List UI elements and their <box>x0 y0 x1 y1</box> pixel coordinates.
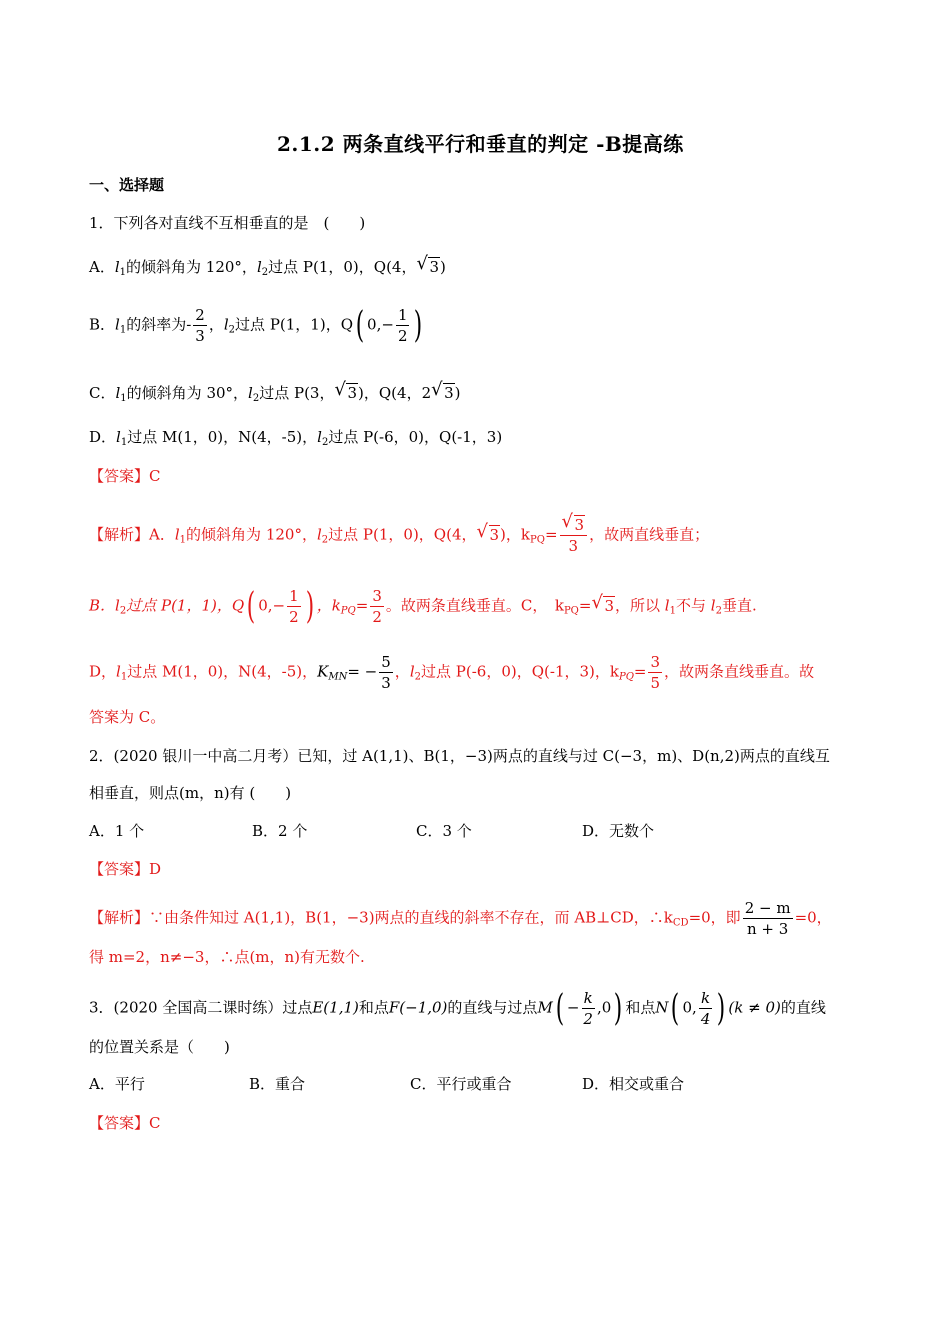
q1-option-b: B．$l_1$的斜率为- $\frac{2}{3}$ ，$l_2$过点 P(1，1)，Q( 0,− $\frac{1}{2}$ ) <box>89 304 423 346</box>
sqrt-symbol: √ 3 <box>476 520 500 544</box>
q1-explanation-1: 【解析】A．$l_1$的倾斜角为 120°，$l_2$过点 P(1，0)，Q(4， √ 3)，$k_{PQ}=$ √ 3 3 ，故两直线垂直； <box>89 511 710 555</box>
q2-option-c: C．3 个 <box>416 822 472 840</box>
section-heading: 一、选择题 <box>89 176 165 194</box>
q2-explanation-2: 得 m=2，n≠−3，∴点(m，n)有无数个. <box>89 948 365 966</box>
fraction: $\frac{k}{2}$ <box>583 989 593 1028</box>
q2-option-b: B．2 个 <box>252 822 308 840</box>
q1-option-d: D．$l_1$过点 M(1，0)，N(4，-5)，$l_2$过点 P(-6，0)，Q(-1，3) <box>89 428 503 448</box>
fraction: $\frac{3}{5}$ <box>650 653 661 692</box>
q2-answer: 【答案】D <box>89 860 162 878</box>
q2-option-a: A．1 个 <box>89 822 145 840</box>
q3-option-a: A．平行 <box>89 1075 145 1093</box>
q1-explanation-2: B．$l_2$过点 P(1，1)，Q( 0,− $\frac{1}{2}$ ) ，$k_{PQ}=$ $\frac{3}{2}$ 。故两条直线垂直。C， $k_{PQ}=$ √ 3，所以 $l_1$不与 $l_2$垂直. <box>89 585 757 627</box>
sqrt-symbol: √ 3 <box>416 253 440 276</box>
q3-answer: 【答案】C <box>89 1114 161 1132</box>
q1-explanation-3: D，$l_1$过点 M(1，0)，N(4，-5)，$K_{MN}=$ − $\frac{5}{3}$ ，$l_2$过点 P(-6，0)，Q(-1，3)，$k_{PQ}=$ $\frac{3}{5}$ ，故两条直线垂直。故 <box>89 653 815 692</box>
sqrt-symbol: √ 3 <box>334 379 358 402</box>
fraction: $\frac{k}{4}$ <box>700 989 711 1028</box>
fraction: $\frac{5}{3}$ <box>381 653 391 692</box>
sqrt-symbol: √ 3 <box>431 379 454 402</box>
page-title: 2.1.2 两条直线平行和垂直的判定 -B提高练 <box>277 132 684 156</box>
q2-stem-1: 2．(2020 银川一中高二月考）已知，过 A(1,1)、B(1，−3)两点的直线与过 C(−3，m)、D(n,2)两点的直线互 <box>89 747 830 765</box>
fraction: $\frac{2 - m}{n + 3}$ <box>744 899 791 938</box>
q2-option-d: D．无数个 <box>582 822 655 840</box>
q1-explanation-4: 答案为 C。 <box>89 708 166 726</box>
q3-stem-2: 的位置关系是（ ) <box>89 1038 230 1056</box>
fraction: $\frac{2}{3}$ <box>195 306 205 345</box>
q3-option-b: B．重合 <box>249 1075 306 1093</box>
q3-option-d: D．相交或重合 <box>582 1075 685 1093</box>
q2-stem-2: 相垂直，则点(m，n)有 ( ) <box>89 784 292 802</box>
q2-explanation-1: 【解析】∵由条件知过 A(1,1)，B(1，−3)两点的直线的斜率不存在，而 AB⊥CD，$\therefore k_{CD}=0$，即 $\frac{2 - m}{n + 3}$ =0， <box>89 899 832 938</box>
fraction: $\frac{1}{2}$ <box>397 306 408 345</box>
q1-stem: 1．下列各对直线不互相垂直的是 ( ) <box>89 214 366 232</box>
fraction: $\frac{1}{2}$ <box>289 587 299 626</box>
fraction: $\frac{3}{2}$ <box>372 587 382 626</box>
q3-option-c: C．平行或重合 <box>410 1075 512 1093</box>
sqrt-symbol: √ 3 <box>591 591 614 615</box>
q3-stem-1: 3．(2020 全国高二课时练）过点E(1,1)和点F(−1,0)的直线与过点M( − $\frac{k}{2}$ ,0) 和点N( 0, $\frac{k}{4}$ ) (k ≠ 0)的直线 <box>89 987 826 1029</box>
q1-answer: 【答案】C <box>89 467 161 485</box>
q1-option-a: A．$l_1$的倾斜角为 120°，$l_2$过点 P(1，0)，Q(4， √ 3) <box>89 253 446 278</box>
fraction: √ 3 3 <box>560 515 588 556</box>
q1-option-c: C．$l_1$的倾斜角为 30°，$l_2$过点 P(3， √ 3)，Q(4，2 √ 3) <box>89 379 461 404</box>
